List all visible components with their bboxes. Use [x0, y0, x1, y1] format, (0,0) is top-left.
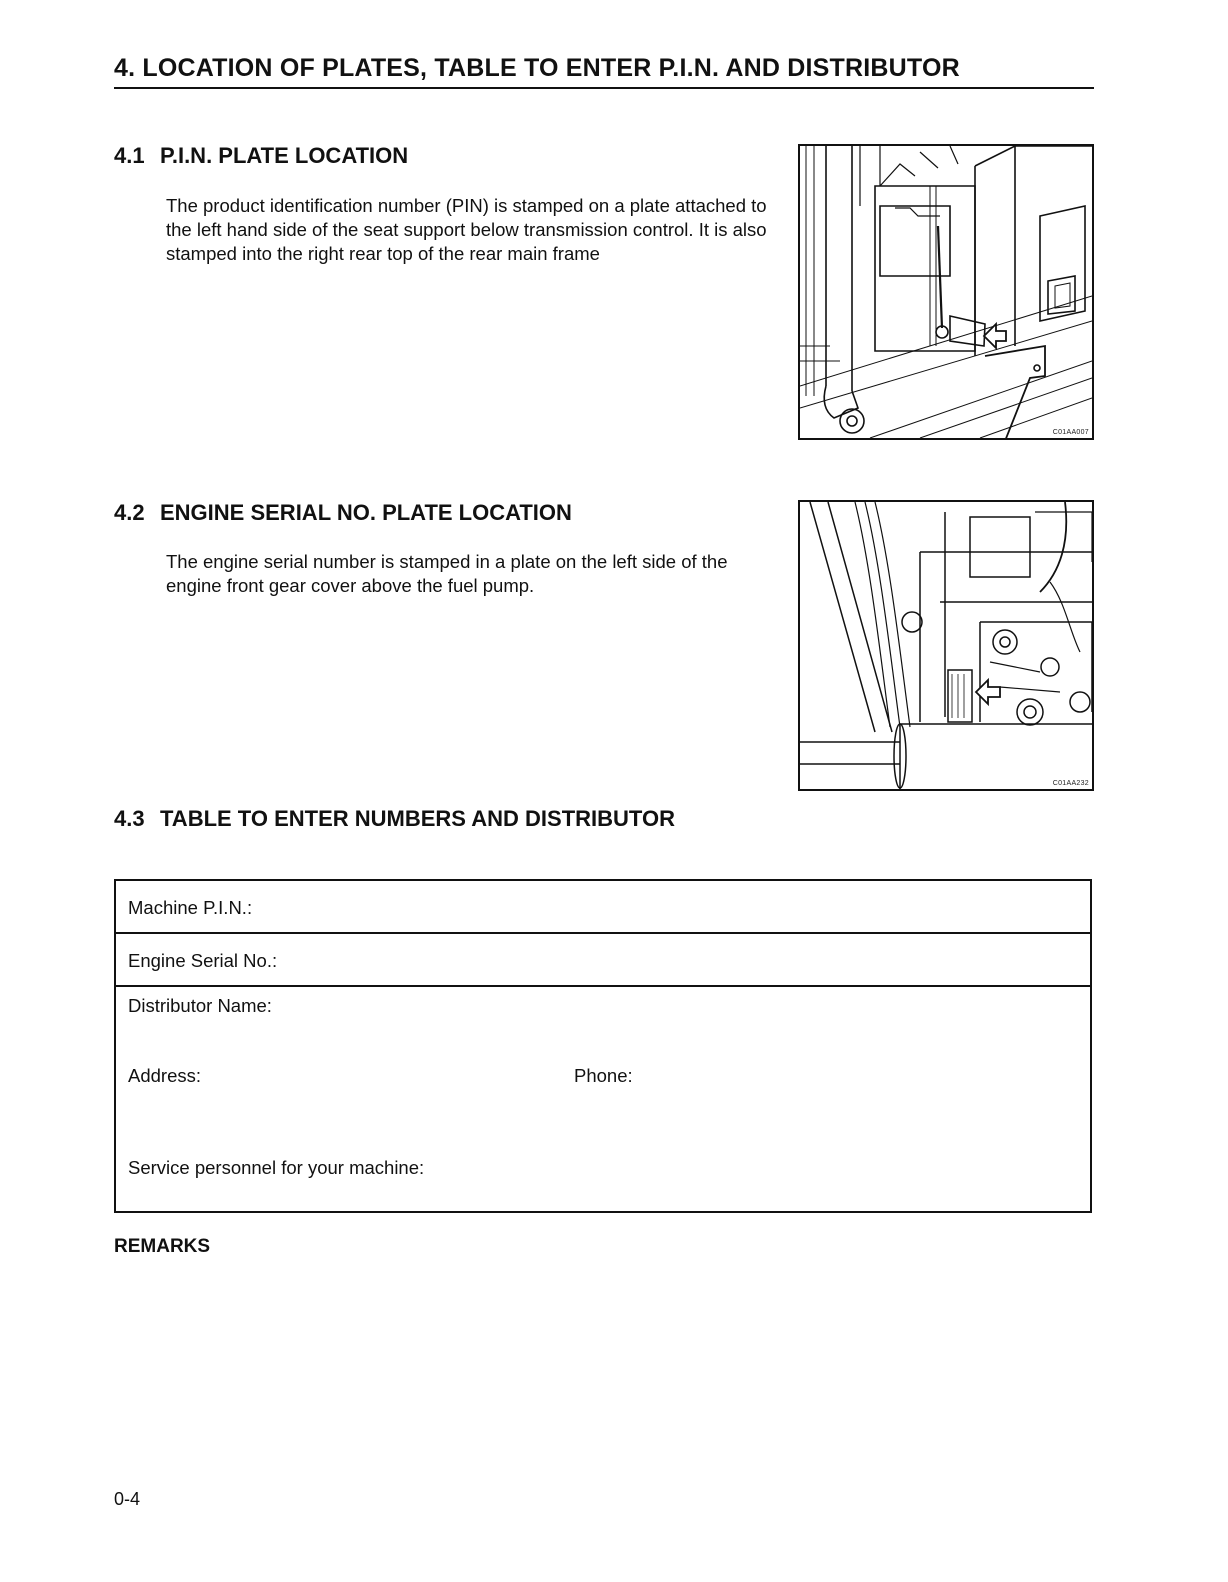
- section-4-2-text: The engine serial number is stamped in a plate on the left side of the engine front gear cover above the fuel pump.: [166, 551, 728, 596]
- remarks-heading: REMARKS: [114, 1236, 211, 1257]
- section-number: 4.2: [114, 500, 145, 525]
- section-4-2-heading: [114, 500, 572, 526]
- section-4-1-heading: [114, 143, 408, 169]
- engine-serial-label: Engine Serial No.:: [128, 950, 278, 971]
- seat-support-illustration: [800, 146, 1092, 438]
- machine-pin-label: Machine P.I.N.:: [128, 897, 253, 918]
- page-title: 4. LOCATION OF PLATES, TABLE TO ENTER P.I.N. AND DISTRIBUTOR: [114, 54, 1094, 89]
- arrow-icon: [984, 324, 1006, 348]
- engine-plate-figure: [798, 500, 1094, 791]
- section-title: ENGINE SERIAL NO. PLATE LOCATION: [160, 500, 572, 525]
- pin-plate-figure: [798, 144, 1094, 440]
- section-title: P.I.N. PLATE LOCATION: [160, 143, 409, 168]
- engine-illustration: [800, 502, 1092, 789]
- service-personnel-label: Service personnel for your machine:: [128, 1157, 425, 1178]
- section-number: 4.1: [114, 143, 145, 168]
- distributor-row[interactable]: [116, 987, 1090, 1211]
- engine-serial-row[interactable]: [116, 934, 1090, 987]
- machine-pin-row[interactable]: [116, 881, 1090, 934]
- page-number: 0-4: [114, 1489, 141, 1509]
- section-title: TABLE TO ENTER NUMBERS AND DISTRIBUTOR: [160, 806, 675, 831]
- section-4-1-text: The product identification number (PIN) is stamped on a plate attached to the left hand side of the seat support below transmission control. It is also stamped into the right rear top of the rear main frame: [166, 195, 767, 264]
- section-number: 4.3: [114, 806, 145, 831]
- figure-code: C01AA232: [1052, 780, 1089, 787]
- address-label: Address:: [128, 1065, 202, 1086]
- numbers-distributor-table: [114, 879, 1092, 1213]
- distributor-name-label: Distributor Name:: [128, 995, 272, 1016]
- section-4-3-heading: [114, 806, 675, 832]
- figure-code: C01AA007: [1052, 429, 1089, 436]
- phone-label: Phone:: [574, 1065, 633, 1086]
